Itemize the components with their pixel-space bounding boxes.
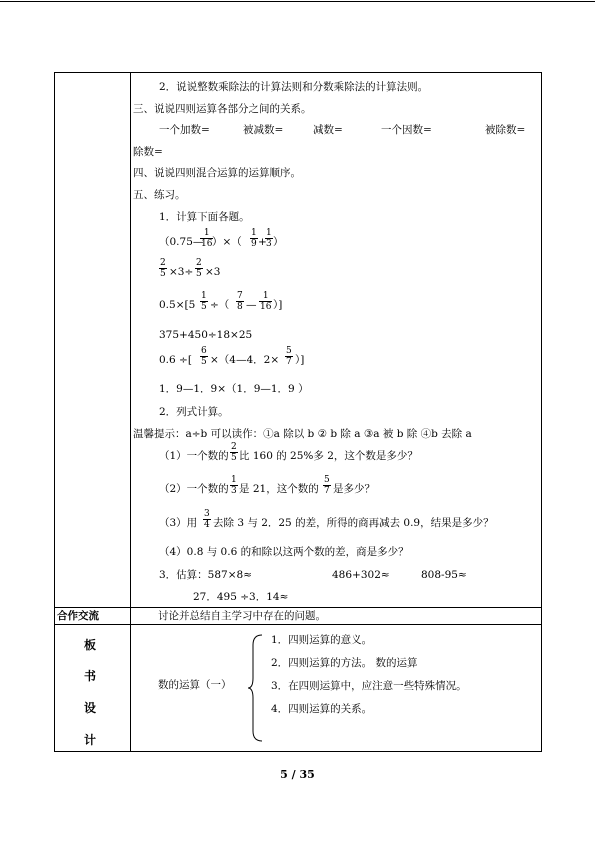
header-rule: [0, 1, 595, 2]
expr3-frac-b: $\frac{7}{8}$: [237, 291, 243, 312]
lesson-table: [54, 72, 542, 752]
expr5-frac-b: $\frac{5}{7}$: [286, 346, 292, 367]
board-char-3: 设: [84, 701, 97, 715]
expr2-part-a: ×3÷: [169, 266, 194, 278]
expr1-frac-a: $\frac{1}{16}$: [201, 228, 213, 249]
page-number: 5 / 35: [280, 768, 315, 781]
q2-part-c: 是多少？: [333, 483, 375, 495]
estimate-2: 486+302≈: [332, 569, 390, 581]
expr3-frac-a: $\frac{1}{5}$: [201, 291, 207, 312]
board-item-2: 2．四则运算的方法。 数的运算: [271, 657, 418, 669]
estimate-3: 808-95≈: [421, 569, 467, 581]
column-divider: [130, 73, 131, 751]
expr1-part-d: ）: [273, 236, 284, 248]
q2-frac-b: $\frac{5}{7}$: [324, 475, 330, 496]
expr5-frac-a: $\frac{6}{5}$: [201, 346, 207, 367]
section-five: 五、练习。: [133, 189, 186, 201]
expr3-minus: —: [246, 299, 257, 311]
relation-divisor: 除数=: [133, 146, 163, 158]
board-item-4: 4．四则运算的关系。: [271, 703, 373, 715]
law-question: 2．说说整数乘除法的计算法则和分数乘除法的计算法则。: [159, 81, 429, 93]
expr2-frac-a: $\frac{2}{5}$: [160, 258, 166, 279]
expr1-plus: +: [258, 236, 267, 248]
expr5-part-b: ×（4—4．2×: [210, 354, 280, 366]
board-item-3: 3．在四则运算中，应注意一些特殊情况。: [271, 680, 467, 692]
estimate-1: 3．估算：587×8≈: [159, 569, 252, 581]
q3-frac: $\frac{3}{4}$: [204, 509, 210, 530]
estimate-4: 27．495 ÷3．14≈: [193, 591, 289, 603]
section-three: 三、说说四则运算各部分之间的关系。: [133, 103, 312, 115]
expr3-frac-c: $\frac{1}{16}$: [260, 291, 272, 312]
relation-minuend: 被减数=: [243, 124, 284, 136]
row-divider-2: [55, 624, 541, 625]
q1-frac: $\frac{2}{5}$: [231, 442, 237, 463]
q1-part-b: 比 160 的 25%多 2，这个数是多少？: [239, 450, 418, 462]
curly-brace-icon: [247, 633, 265, 743]
q4: （4）0.8 与 0.6 的和除以这两个数的差，商是多少？: [159, 546, 409, 558]
expr2-frac-b: $\frac{2}{5}$: [196, 258, 202, 279]
relation-addend: 一个加数=: [159, 124, 210, 136]
q1-part-a: （1）一个数的: [159, 450, 229, 462]
collab-label: 合作交流: [57, 610, 99, 622]
q3-part-a: （3）用: [159, 517, 198, 529]
row-divider-1: [55, 607, 541, 608]
expr2-part-b: ×3: [205, 266, 221, 278]
q3-part-b: 去除 3 与 2．25 的差，所得的商再减去 0.9，结果是多少？: [213, 517, 494, 529]
expr3-part-b: ÷（: [210, 299, 230, 311]
relation-factor: 一个因数=: [381, 124, 432, 136]
board-item-1: 1．四则运算的意义。: [271, 634, 373, 646]
board-title: 数的运算（一）: [158, 679, 232, 691]
expr1-part-a: （0.75—: [159, 236, 204, 248]
expr3-part-a: 0.5×[5: [159, 299, 196, 311]
section-four: 四、说说四则混合运算的运算顺序。: [133, 167, 301, 179]
expr4: 375+450÷18×25: [159, 329, 253, 341]
expr1-frac-c: $\frac{1}{3}$: [266, 228, 272, 249]
exercise-1-title: 1．计算下面各题。: [159, 211, 250, 223]
board-char-2: 书: [84, 669, 97, 683]
relation-dividend: 被除数=: [485, 124, 526, 136]
reading-tip: 温馨提示：a÷b 可以读作：①a 除以 b ② b 除 a ③a 被 b 除 ④b 去除 a: [133, 428, 472, 440]
board-char-1: 板: [84, 638, 97, 652]
expr3-part-d: ）]: [273, 299, 283, 311]
relation-subtrahend: 减数=: [313, 124, 343, 136]
q2-part-a: （2）一个数的: [159, 483, 229, 495]
expr1-frac-b: $\frac{1}{9}$: [251, 228, 257, 249]
expr1-part-b: ）×（: [212, 236, 242, 248]
q2-frac-a: $\frac{1}{3}$: [231, 475, 237, 496]
expr5-part-c: ）]: [295, 354, 305, 366]
exercise-2-title: 2．列式计算。: [159, 406, 229, 418]
expr6: 1．9—1．9×（1．9—1．9 ）: [159, 383, 309, 395]
q2-part-b: 是 21，这个数的: [239, 483, 319, 495]
collab-text: 讨论并总结自主学习中存在的问题。: [158, 610, 326, 622]
board-char-4: 计: [84, 733, 97, 747]
expr5-part-a: 0.6 ÷[: [159, 354, 192, 366]
